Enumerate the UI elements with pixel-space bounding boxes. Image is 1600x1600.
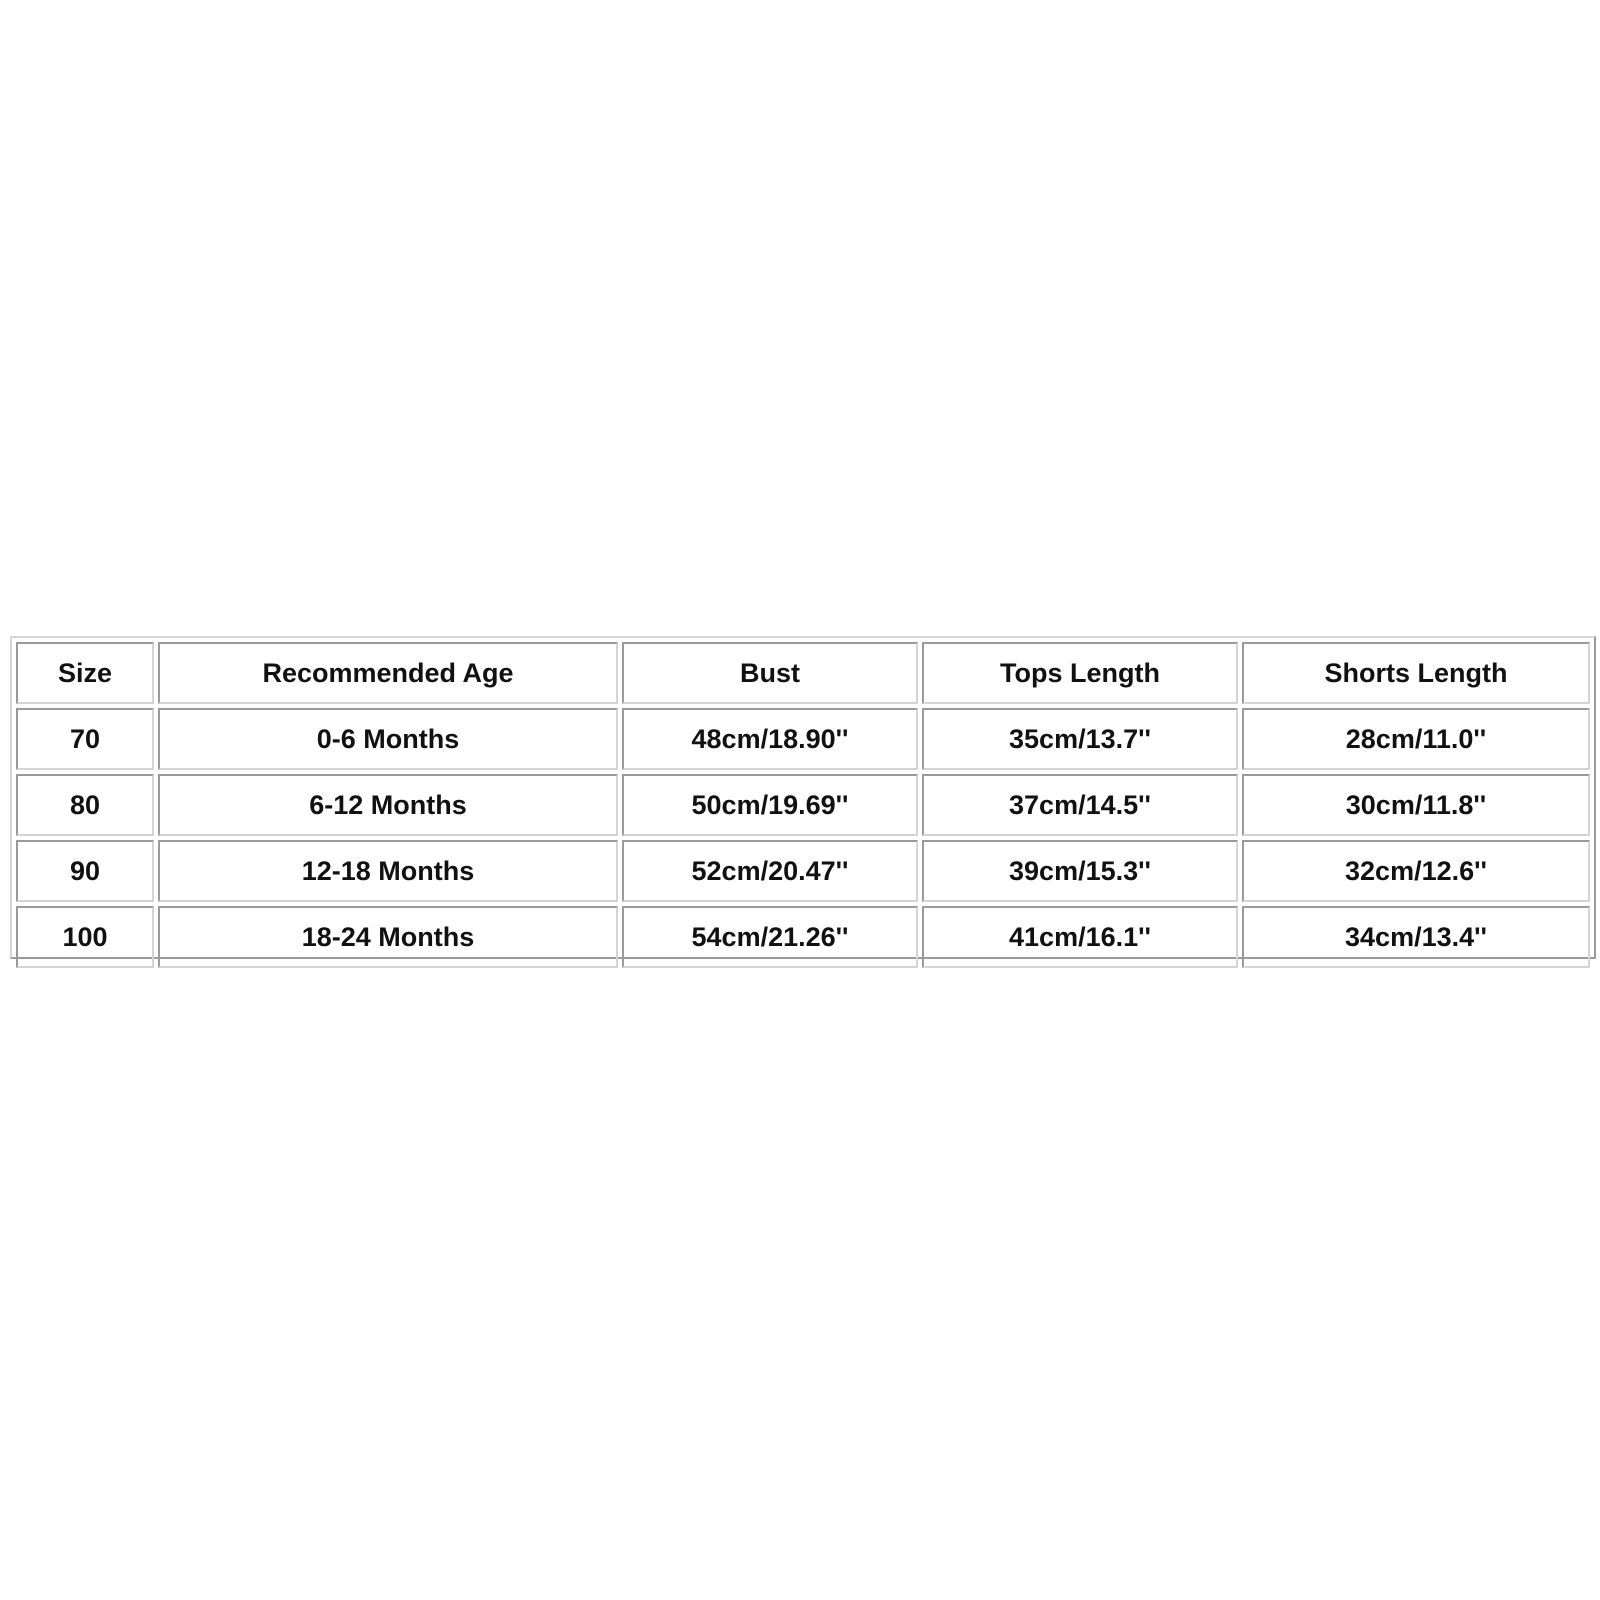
header-tops-length: Tops Length [922,642,1238,704]
header-bust: Bust [622,642,918,704]
cell-tops-length: 37cm/14.5'' [922,774,1238,836]
table-row [16,774,1590,836]
header-row [16,642,1590,704]
cell-bust: 48cm/18.90'' [622,708,918,770]
cell-bust: 50cm/19.69'' [622,774,918,836]
cell-size: 90 [16,840,154,902]
cell-shorts-length: 34cm/13.4'' [1242,906,1590,968]
size-chart-table [12,638,1594,972]
table-row [16,708,1590,770]
cell-bust: 52cm/20.47'' [622,840,918,902]
cell-recommended-age: 0-6 Months [158,708,618,770]
header-size: Size [16,642,154,704]
cell-recommended-age: 12-18 Months [158,840,618,902]
cell-bust: 54cm/21.26'' [622,906,918,968]
table-row [16,840,1590,902]
cell-shorts-length: 28cm/11.0'' [1242,708,1590,770]
cell-shorts-length: 30cm/11.8'' [1242,774,1590,836]
cell-size: 80 [16,774,154,836]
table-row [16,906,1590,968]
cell-recommended-age: 18-24 Months [158,906,618,968]
cell-tops-length: 41cm/16.1'' [922,906,1238,968]
cell-recommended-age: 6-12 Months [158,774,618,836]
cell-tops-length: 39cm/15.3'' [922,840,1238,902]
size-chart-table-frame [10,636,1596,959]
cell-size: 100 [16,906,154,968]
cell-shorts-length: 32cm/12.6'' [1242,840,1590,902]
cell-size: 70 [16,708,154,770]
header-shorts-length: Shorts Length [1242,642,1590,704]
header-recommended-age: Recommended Age [158,642,618,704]
cell-tops-length: 35cm/13.7'' [922,708,1238,770]
